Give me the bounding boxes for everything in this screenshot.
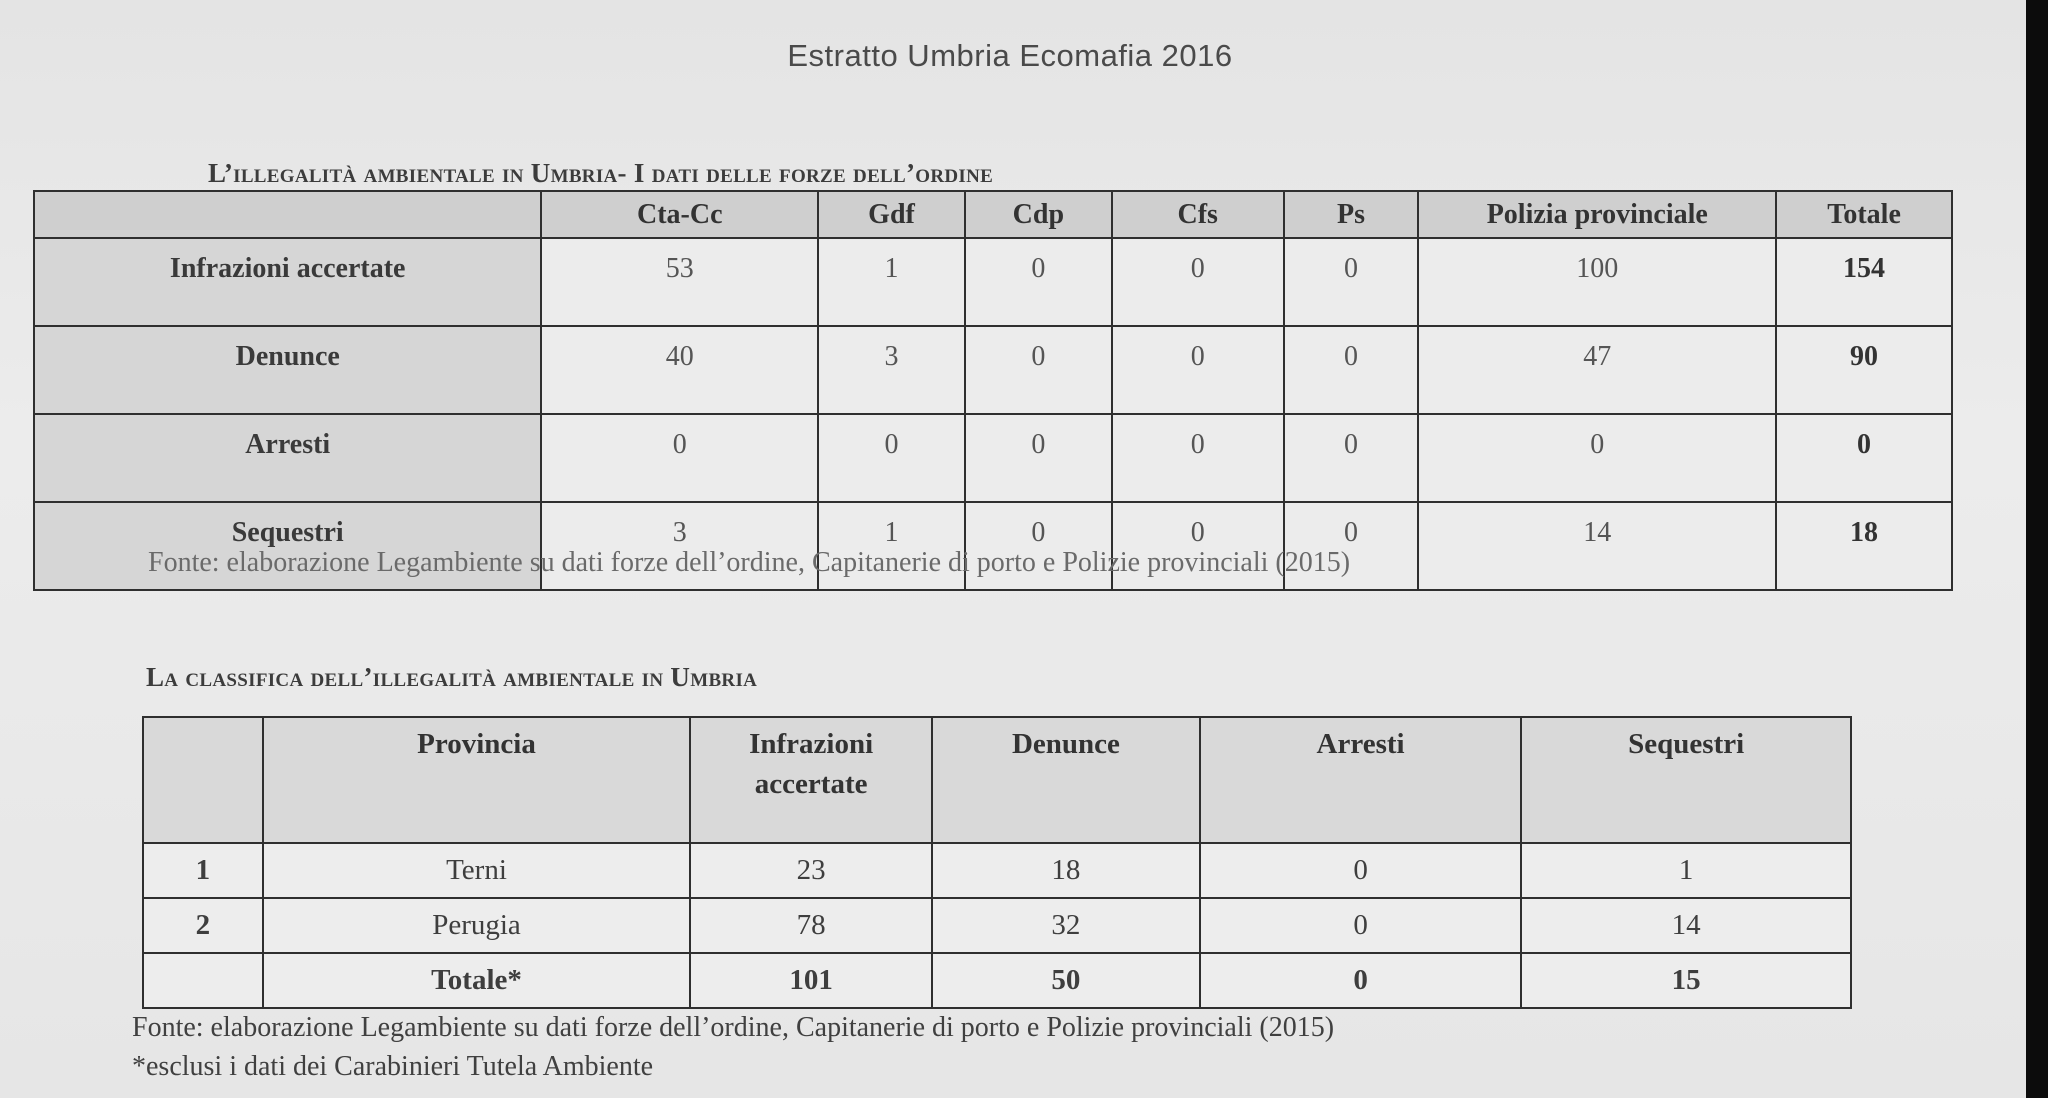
rank-cell: 2 [143, 898, 263, 953]
total-label: Totale* [263, 953, 690, 1008]
forze-ordine-table [33, 190, 1953, 591]
provincia-cell: Perugia [263, 898, 690, 953]
table1-title: L’illegalità ambientale in Umbria- I dati delle forze dell’ordine [208, 158, 994, 188]
cell: 40 [541, 326, 818, 414]
total-cell: 0 [1776, 414, 1952, 502]
document-title: Estratto Umbria Ecomafia 2016 [787, 38, 1233, 73]
cell: 0 [1284, 502, 1419, 590]
cell: 0 [965, 502, 1112, 590]
total-cell: 15 [1521, 953, 1851, 1008]
table-row [34, 238, 1952, 326]
cell: 100 [1418, 238, 1776, 326]
header-corner [34, 191, 541, 238]
header-gdf: Gdf [818, 191, 965, 238]
cell: 0 [1200, 898, 1522, 953]
cell: 3 [541, 502, 818, 590]
cell: 18 [932, 843, 1200, 898]
header-rank [143, 717, 263, 843]
cell: 0 [1112, 326, 1284, 414]
row-label: Arresti [34, 414, 541, 502]
table-row [143, 843, 1851, 898]
header-ps: Ps [1284, 191, 1419, 238]
cell: 0 [1284, 238, 1419, 326]
total-cell: 90 [1776, 326, 1952, 414]
table-row [143, 898, 1851, 953]
cell: 14 [1418, 502, 1776, 590]
cell: 0 [1112, 414, 1284, 502]
provincia-cell: Terni [263, 843, 690, 898]
row-label: Sequestri [34, 502, 541, 590]
cell: 0 [1284, 326, 1419, 414]
row-label: Infrazioni accertate [34, 238, 541, 326]
table2-footnote: *esclusi i dati dei Carabinieri Tutela Ambiente [132, 1051, 654, 1082]
cell: 0 [818, 414, 965, 502]
table2-source: Fonte: elaborazione Legambiente su dati forze dell’ordine, Capitanerie di porto e Polizie provinciali (2015) [132, 1012, 1335, 1043]
row-label: Denunce [34, 326, 541, 414]
table-row [34, 326, 1952, 414]
header-infrazioni: Infrazioni accertate [690, 717, 932, 843]
header-cdp: Cdp [965, 191, 1112, 238]
paper-edge [2026, 0, 2048, 1098]
rank-cell: 1 [143, 843, 263, 898]
table-row [34, 414, 1952, 502]
cell: 0 [965, 238, 1112, 326]
header-polizia-provinciale: Polizia provinciale [1418, 191, 1776, 238]
cell: 0 [965, 414, 1112, 502]
table2-title: La classifica dell’illegalità ambientale in Umbria [146, 662, 758, 692]
total-cell: 101 [690, 953, 932, 1008]
total-cell: 50 [932, 953, 1200, 1008]
cell: 0 [1418, 414, 1776, 502]
cell: 1 [818, 238, 965, 326]
header-arresti: Arresti [1200, 717, 1522, 843]
cell: 53 [541, 238, 818, 326]
cell: 47 [1418, 326, 1776, 414]
total-row [143, 953, 1851, 1008]
total-cell: 0 [1200, 953, 1522, 1008]
header-sequestri: Sequestri [1521, 717, 1851, 843]
header-cta-cc: Cta-Cc [541, 191, 818, 238]
cell: 14 [1521, 898, 1851, 953]
cell: 3 [818, 326, 965, 414]
rank-cell [143, 953, 263, 1008]
cell: 0 [1112, 238, 1284, 326]
cell: 1 [818, 502, 965, 590]
total-cell: 154 [1776, 238, 1952, 326]
header-provincia: Provincia [263, 717, 690, 843]
cell: 32 [932, 898, 1200, 953]
cell: 78 [690, 898, 932, 953]
table2-header-row [143, 717, 1851, 843]
total-cell: 18 [1776, 502, 1952, 590]
header-totale: Totale [1776, 191, 1952, 238]
table1-header-row [34, 191, 1952, 238]
classifica-table [142, 716, 1852, 1009]
cell: 0 [541, 414, 818, 502]
table1-source: Fonte: elaborazione Legambiente su dati forze dell’ordine, Capitanerie di porto e Polizie provinciali (2015) [148, 547, 1351, 578]
cell: 0 [1200, 843, 1522, 898]
header-denunce: Denunce [932, 717, 1200, 843]
cell: 23 [690, 843, 932, 898]
header-cfs: Cfs [1112, 191, 1284, 238]
cell: 1 [1521, 843, 1851, 898]
cell: 0 [1284, 414, 1419, 502]
cell: 0 [965, 326, 1112, 414]
cell: 0 [1112, 502, 1284, 590]
